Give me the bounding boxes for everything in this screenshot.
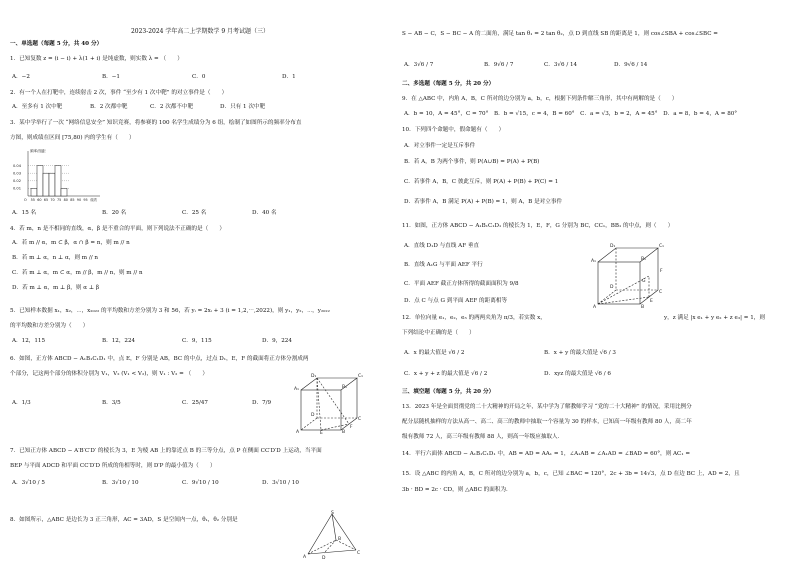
label-c: C	[659, 290, 663, 295]
label-b: B	[338, 537, 342, 542]
label-b: B	[641, 305, 645, 310]
x-tick-label: 70	[50, 198, 55, 202]
cube-front-face	[301, 390, 341, 430]
label-s: S	[331, 511, 334, 516]
label-b: B	[342, 430, 346, 434]
segment-bd	[324, 540, 336, 553]
right-column	[402, 0, 782, 562]
q3-option-b: B．20 名	[102, 210, 127, 216]
q7-option-d: D．3√10 / 10	[262, 480, 299, 486]
cube-figure-q6	[293, 372, 365, 434]
q11-option-a: A．直线 D₁D 与直线 AF 垂直	[404, 243, 480, 249]
q3-option-c: C．25 名	[182, 210, 207, 216]
q5-option-b: B．12，224	[102, 338, 136, 344]
histogram-bar-4	[55, 166, 61, 196]
cube-top-edges	[301, 378, 357, 390]
y-tick-label: 0.04	[13, 163, 22, 168]
label-d: D	[311, 413, 315, 418]
label-b1: B₁	[641, 257, 646, 262]
q9-options: A．b = 10，A = 45°，C = 70° B．b = √15，c = 4，B = 60° C．a = √3，b = 2，A = 45° D．a = 8，b = 4，A = 80°	[404, 111, 738, 117]
section-1-heading: 一、单选题（每题 5 分，共 40 分）	[10, 41, 103, 47]
question-13-line-2: 配分层随机抽样的方法从高一、高二、高三的教师中抽取一个容量为 30 的样本，已知高一年级有教师 80 人，高二年	[402, 419, 692, 425]
question-8: 8．如图所示，△ABC 是边长为 3 正三角形，AC = 3AD，S 是空间内一点，θ₁，θ₂ 分别是	[10, 517, 238, 523]
question-3-line-2: 方图，则成绩在区间 [75,80) 内的学生有（ ）	[10, 135, 135, 141]
q4-option-c: C．若 m ⊥ α，m ⊂ α，m // β，m // n，则 m // n	[12, 270, 143, 276]
cube-front-face	[598, 262, 640, 304]
q8-option-a: A．3√6 / 7	[404, 62, 434, 68]
question-14: 14．平行六面体 ABCD − A₁B₁C₁D₁ 中，AB = AD = AA₁ = 1，∠A₁AB = ∠A₁AD = ∠BAD = 60°，则 AC₁ =	[402, 451, 691, 457]
x-tick-label: 95	[83, 198, 88, 202]
q5-option-d: D．9，224	[262, 338, 292, 344]
q8-option-c: C．3√6 / 14	[544, 62, 578, 68]
q1-option-b: B．−1	[102, 74, 120, 80]
q10-option-c: C．若事件 A，B，C 彼此互斥，则 P(A) + P(B) + P(C) = 1	[404, 179, 559, 185]
q5-option-a: A．12，115	[12, 338, 46, 344]
q2-option-c: C．2 次都不中靶	[150, 104, 194, 110]
histogram-bar-1	[37, 166, 43, 196]
q11-option-b: B．直线 A₁G 与平面 AEF 平行	[404, 262, 483, 268]
q11-option-d: D．点 C 与点 G 到平面 AEF 的距离相等	[404, 298, 508, 304]
question-5-line-2: 的平均数和方差分别为（ ）	[10, 323, 89, 329]
question-13-line-3: 级有教师 72 人，高三年级有教师 88 人，则高一年级应抽取人．	[402, 434, 564, 440]
q12-option-b: B．x + y 的最大值是 √6 / 3	[544, 350, 616, 356]
label-f: F	[660, 269, 663, 274]
question-12-line-1-right: y，z 满足 |x e₁ + y e₂ + z e₃| = 1，则	[664, 315, 765, 321]
question-12-line-2: 下列结论中正确的是（ ）	[402, 330, 475, 336]
label-c1: C₁	[358, 374, 363, 379]
label-d: D	[610, 285, 614, 290]
question-7-line-2: BEP 与平面 ADCD 和平面 CC′D′D 所成的角相等时，则 D′P 的最小值为（ ）	[10, 463, 216, 469]
y-tick-label: 0.01	[13, 186, 22, 191]
label-a1: A₁	[294, 387, 299, 392]
q6-option-c: C．25/47	[182, 400, 208, 406]
q1-option-a: A．−2	[12, 74, 30, 80]
q10-option-d: D．若事件 A，B 满足 P(A) + P(B) = 1，则 A，B 是对立事件	[404, 199, 563, 205]
edge-sc	[332, 514, 356, 550]
q3-option-a: A．15 名	[12, 210, 37, 216]
label-d: D	[322, 556, 326, 560]
label-d1: D₁	[610, 244, 616, 249]
question-15-line-2: 3b · BD = 2c · CD，则 △ABC 的面积为．	[402, 487, 512, 493]
label-d1: D₁	[311, 374, 317, 379]
q4-option-d: D．若 m ⊥ α，m ⊥ β，则 α ⊥ β	[12, 285, 100, 291]
x-tick-label: 55	[30, 198, 35, 202]
cube-hidden-edge-3	[301, 418, 317, 430]
label-e: E	[320, 431, 323, 434]
q12-option-c: C．x + y + z 的最大值是 √6 / 2	[404, 371, 488, 377]
q6-option-d: D．7/9	[252, 400, 272, 406]
question-12-line-1: 12．单位向量 e₁，e₂，e₃ 的两两夹角为 π/3，若实数 x，	[402, 315, 546, 321]
histogram-bar-0	[31, 188, 37, 196]
question-6-line-2: 个部分，记这两个部分的体积分别为 V₁，V₂ (V₁ < V₂)，则 V₁ : V₂ = （ ）	[10, 371, 208, 377]
question-15-line-1: 15．设 △ABC 的内角 A，B，C 所对的边分别为 a，b，c，已知 ∠BAC = 120°，2c + 3b = 14√3，点 D 在边 BC 上，AD = 2，且	[402, 471, 740, 477]
x-tick-label: 80	[63, 198, 68, 202]
q1-option-c: C．0	[192, 74, 206, 80]
question-9: 9．在 △ABC 中，内角 A，B，C 所对的边分别为 a，b，c，根据下列条件解三角形，其中有两解的是（ ）	[402, 96, 678, 102]
q6-option-a: A．1/3	[12, 400, 31, 406]
x-tick-label: 60	[37, 198, 42, 202]
q12-option-d: D．xyz 的最大值是 √6 / 6	[544, 371, 611, 377]
x-tick-label: 65	[43, 198, 49, 202]
question-2: 2．有一个人在打靶中，连续射击 2 次，事件 “至少有 1 次中靶” 的对立事件是（ ）	[10, 90, 228, 96]
q4-option-a: A．若 m // α，m ⊂ β，α ∩ β = n，则 m // n	[12, 240, 130, 246]
q11-option-c: C．平面 AEF 截正方体所得的截面面积为 9/8	[404, 281, 519, 287]
label-a: A	[593, 305, 597, 310]
exam-title: 2023-2024 学年高二上学期数学 9 月考试题（三）	[130, 28, 270, 35]
q8-option-b: B．9√6 / 7	[484, 62, 514, 68]
label-c1: C₁	[659, 244, 664, 249]
question-3-line-1: 3．某中学举行了一次 “网络信息安全” 知识竞赛，将参赛的 100 名学生成绩分为 6 组，绘制了如图所示的频率分布直	[10, 120, 302, 126]
histogram-bar-5	[61, 188, 67, 196]
question-10: 10．下列四个命题中，假命题有（ ）	[402, 127, 505, 133]
question-8-continued: S − AB − C，S − BC − A 的二面角，满足 tan θ₁ = 2 tan θ₂，点 D 到直线 SB 的距离是 1，则 cos∠SBA + cos∠SBC =	[402, 31, 718, 37]
x-tick-label: 成绩	[90, 198, 97, 202]
pyramid-figure-q8	[302, 510, 362, 560]
x-tick-label: O	[24, 198, 27, 202]
label-f: F	[350, 425, 353, 430]
question-11: 11．如图，正方体 ABCD − A₁B₁C₁D₁ 的棱长为 1，E，F，G 分别为 BC，CC₁，BB₁ 的中点，则（ ）	[402, 223, 674, 229]
q5-option-c: C．9，115	[182, 338, 212, 344]
edge-sb	[332, 514, 336, 540]
section-2-heading: 二、多选题（每题 5 分，共 20 分）	[402, 81, 495, 87]
histogram-bar-3	[49, 173, 55, 196]
cube-figure-q11	[590, 242, 665, 310]
question-7-line-1: 7．已知正方体 ABCD − A′B′C′D′ 的棱长为 3，E 为棱 AB 上的靠近点 B 的三等分点，点 P 在侧面 CC′D′D 上运动，当平面	[10, 448, 322, 454]
question-6-line-1: 6．如图，正方体 ABCD − A₁B₁C₁D₁ 中，点 E，F 分别是 AB，BC 的中点，过点 D₁，E，F 的截面将正方体分割成两	[10, 356, 309, 362]
histogram-bar-2	[43, 173, 49, 196]
label-b1: B₁	[342, 385, 347, 390]
q4-option-b: B．若 m ⊥ α，n ⊥ α，则 m // n	[12, 255, 98, 261]
q8-option-d: D．9√6 / 14	[614, 62, 648, 68]
q10-option-b: B．若 A，B 为两个事件，则 P(A∪B) = P(A) + P(B)	[404, 159, 540, 165]
frequency-histogram	[12, 148, 102, 208]
question-4: 4．若 m，n 是不相同的直线，α，β 是不重合的平面，则下列说法不正确的是（ ）	[10, 226, 225, 232]
q7-option-a: A．3√10 / 5	[12, 480, 45, 486]
q6-option-b: B．3/5	[102, 400, 121, 406]
y-tick-label: 0.02	[13, 179, 22, 184]
x-tick-label: 90	[76, 198, 82, 202]
q2-option-b: B．2 次都中靶	[90, 104, 128, 110]
left-column	[10, 0, 390, 562]
y-tick-label: 0.03	[13, 171, 22, 176]
question-1: 1．已知复数 z = (i − i) + λ(1 + i) 是纯虚数，则实数 λ = （ ）	[10, 56, 183, 62]
q12-option-a: A．x 的最大值是 √6 / 2	[404, 350, 465, 356]
q3-option-d: D．40 名	[252, 210, 277, 216]
section-line-1	[317, 378, 321, 430]
x-tick-label: 85	[70, 198, 75, 202]
label-a: A	[303, 555, 307, 560]
label-c: C	[357, 551, 361, 556]
q2-option-a: A．至多有 1 次中靶	[12, 104, 63, 110]
q2-option-d: D．只有 1 次中靶	[220, 104, 266, 110]
cube-top-edges	[598, 248, 658, 262]
label-g: G	[642, 279, 646, 284]
q10-option-a: A．对立事件一定是互斥事件	[404, 143, 476, 149]
q7-option-c: C．9√10 / 10	[182, 480, 219, 486]
question-5-line-1: 5．已知样本数据 x₁，x₂，⋯，x₂₀₂₂ 的平均数和方差分别为 3 和 56，若 yᵢ = 2xᵢ + 3 (i = 1,2,⋯,2022)，则 y₁，y₂，⋯，y₂₀₂₂	[10, 308, 330, 314]
label-a1: A₁	[591, 259, 596, 264]
label-c: C	[358, 417, 362, 422]
y-axis-label: 频率/组距	[30, 149, 46, 153]
label-e: E	[650, 299, 653, 304]
q1-option-d: D．1	[282, 74, 296, 80]
x-tick-label: 75	[57, 198, 62, 202]
q7-option-b: B．3√10 / 10	[102, 480, 139, 486]
label-a: A	[296, 430, 300, 434]
question-13-line-1: 13．2023 年是全面贯彻党的二十大精神的开局之年，某中学为了解教师学习 “党的二十大精神” 的情况，采用比例分	[402, 404, 692, 410]
section-3-heading: 三、填空题（每题 5 分，共 20 分）	[402, 389, 495, 395]
